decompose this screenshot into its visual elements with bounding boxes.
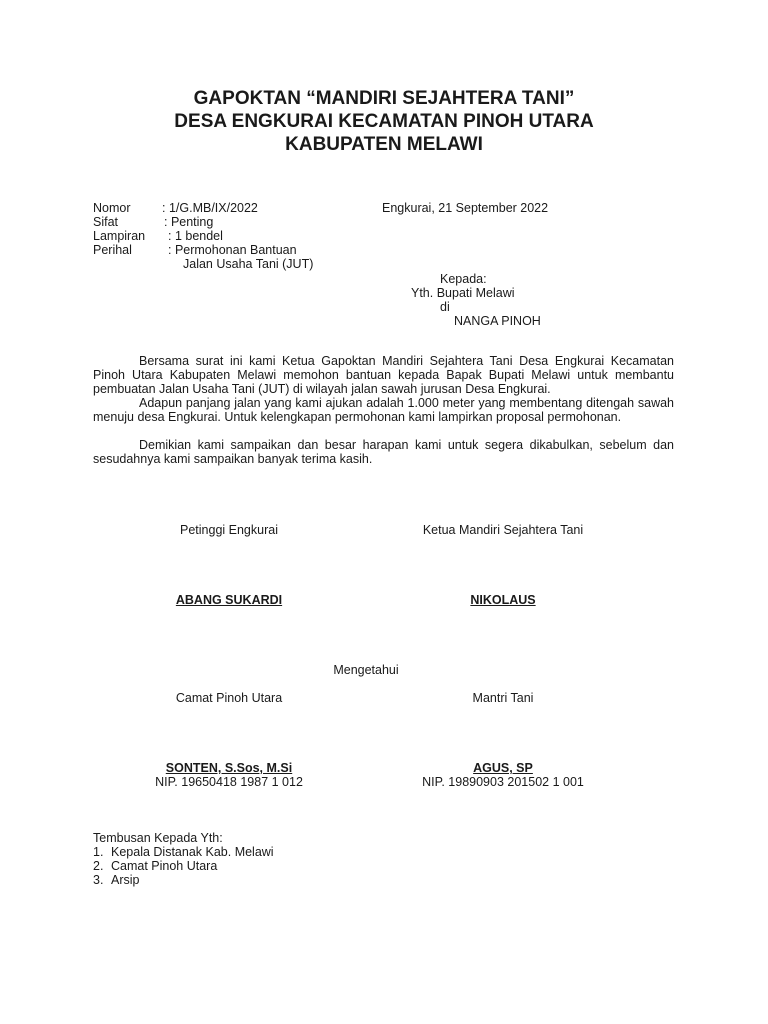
list-item-text: Arsip bbox=[111, 873, 140, 887]
lampiran-label: Lampiran bbox=[93, 229, 146, 243]
recipient-di: di bbox=[440, 300, 450, 314]
signature-left-name: ABANG SUKARDI bbox=[175, 593, 283, 607]
signature-right-name: NIKOLAUS bbox=[470, 593, 536, 607]
header-line-3: KABUPATEN MELAWI bbox=[285, 134, 483, 155]
signature-camat-title: Camat Pinoh Utara bbox=[175, 691, 283, 705]
recipient-kepada: Kepada: bbox=[440, 272, 487, 286]
perihal-label: Perihal bbox=[93, 243, 132, 257]
tembusan-title: Tembusan Kepada Yth: bbox=[93, 831, 223, 845]
recipient-yth: Yth. Bupati Melawi bbox=[411, 286, 515, 300]
lampiran-value: : 1 bendel bbox=[168, 229, 223, 243]
list-item bbox=[93, 845, 274, 859]
body-paragraph-3: Demikian kami sampaikan dan besar harapan kami untuk segera dikabulkan, sebelum dan sesudahnya kami sampaikan banyak terima kasih. bbox=[93, 438, 674, 466]
tembusan-section bbox=[93, 831, 274, 887]
list-item-number: 3. bbox=[93, 873, 104, 887]
list-item-number: 2. bbox=[93, 859, 104, 873]
list-item-number: 1. bbox=[93, 845, 104, 859]
signature-mantri-nip: NIP. 19890903 201502 1 001 bbox=[422, 775, 584, 789]
tembusan-list bbox=[93, 845, 274, 887]
list-item bbox=[93, 859, 274, 873]
list-item bbox=[93, 873, 274, 887]
mengetahui-label: Mengetahui bbox=[333, 663, 399, 677]
perihal-value-1: : Permohonan Bantuan bbox=[168, 243, 297, 257]
header-line-1: GAPOKTAN “MANDIRI SEJAHTERA TANI” bbox=[193, 88, 575, 109]
signature-camat-name: SONTEN, S.Sos, M.Si bbox=[165, 761, 293, 775]
body-paragraph-1: Bersama surat ini kami Ketua Gapoktan Mandiri Sejahtera Tani Desa Engkurai Kecamatan Pinoh Utara Kabupaten Melawi memohon bantuan kepada Bapak Bupati Melawi untuk membantu pembuatan Jalan Usaha Tani (JUT) di wilayah jalan sawah jurusan Desa Engkurai. bbox=[93, 354, 674, 396]
list-item-text: Camat Pinoh Utara bbox=[111, 859, 218, 873]
nomor-value: : 1/G.MB/IX/2022 bbox=[162, 201, 258, 215]
body-paragraph-2: Adapun panjang jalan yang kami ajukan adalah 1.000 meter yang membentang ditengah sawah menuju desa Engkurai. Untuk kelengkapan permohonan kami lampirkan proposal permohonan. bbox=[93, 396, 674, 424]
signature-mantri-name: AGUS, SP bbox=[473, 761, 533, 775]
perihal-value-2: Jalan Usaha Tani (JUT) bbox=[183, 257, 314, 271]
signature-left-title: Petinggi Engkurai bbox=[180, 523, 278, 537]
list-item-text: Kepala Distanak Kab. Melawi bbox=[111, 845, 274, 859]
letter-date: Engkurai, 21 September 2022 bbox=[382, 201, 549, 215]
header-line-2: DESA ENGKURAI KECAMATAN PINOH UTARA bbox=[174, 111, 594, 132]
sifat-label: Sifat bbox=[93, 215, 119, 229]
signature-mantri-title: Mantri Tani bbox=[472, 691, 534, 705]
recipient-place: NANGA PINOH bbox=[454, 314, 541, 328]
signature-right-title: Ketua Mandiri Sejahtera Tani bbox=[422, 523, 584, 537]
sifat-value: : Penting bbox=[164, 215, 214, 229]
nomor-label: Nomor bbox=[93, 201, 131, 215]
signature-camat-nip: NIP. 19650418 1987 1 012 bbox=[155, 775, 303, 789]
